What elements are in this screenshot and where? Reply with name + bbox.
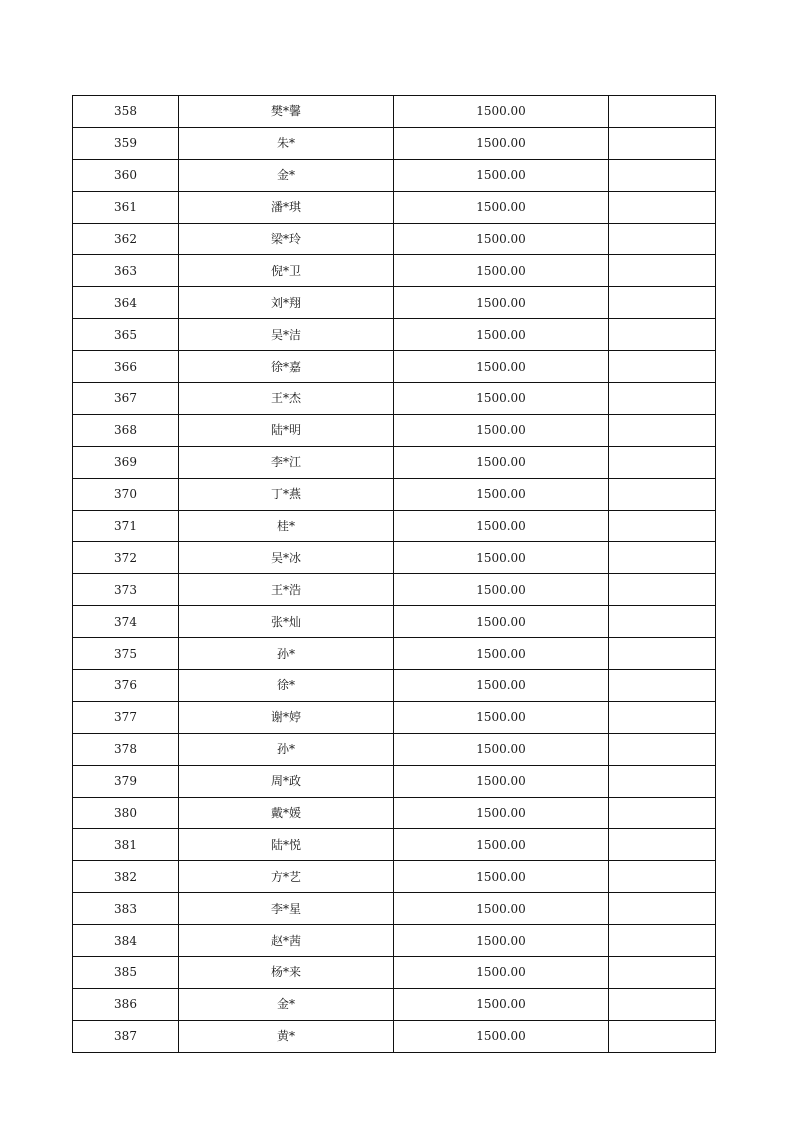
note-cell: [609, 670, 716, 702]
amount-cell: 1500.00: [394, 988, 609, 1020]
note-cell: [609, 383, 716, 415]
note-cell: [609, 574, 716, 606]
name-cell: 陆*明: [179, 414, 394, 446]
note-cell: [609, 925, 716, 957]
row-number-cell: 358: [73, 96, 179, 128]
amount-cell: 1500.00: [394, 701, 609, 733]
row-number-cell: 359: [73, 127, 179, 159]
row-number-cell: 367: [73, 383, 179, 415]
table-row: [73, 797, 716, 829]
row-number-cell: 362: [73, 223, 179, 255]
name-cell: 吴*洁: [179, 319, 394, 351]
row-number-cell: 384: [73, 925, 179, 957]
table-row: [73, 383, 716, 415]
table-row: [73, 542, 716, 574]
row-number-cell: 382: [73, 861, 179, 893]
row-number-cell: 368: [73, 414, 179, 446]
name-cell: 丁*燕: [179, 478, 394, 510]
row-number-cell: 365: [73, 319, 179, 351]
table-row: [73, 861, 716, 893]
table-row: [73, 255, 716, 287]
row-number-cell: 380: [73, 797, 179, 829]
row-number-cell: 366: [73, 351, 179, 383]
note-cell: [609, 351, 716, 383]
name-cell: 周*政: [179, 765, 394, 797]
name-cell: 倪*卫: [179, 255, 394, 287]
row-number-cell: 383: [73, 893, 179, 925]
table-row: [73, 414, 716, 446]
amount-cell: 1500.00: [394, 638, 609, 670]
name-cell: 金*: [179, 159, 394, 191]
note-cell: [609, 414, 716, 446]
name-cell: 张*灿: [179, 606, 394, 638]
table-row: [73, 159, 716, 191]
amount-cell: 1500.00: [394, 733, 609, 765]
table-row: [73, 606, 716, 638]
amount-cell: 1500.00: [394, 127, 609, 159]
amount-cell: 1500.00: [394, 383, 609, 415]
name-cell: 杨*来: [179, 957, 394, 989]
row-number-cell: 363: [73, 255, 179, 287]
name-cell: 陆*悦: [179, 829, 394, 861]
amount-cell: 1500.00: [394, 351, 609, 383]
table-row: [73, 1020, 716, 1052]
row-number-cell: 370: [73, 478, 179, 510]
note-cell: [609, 829, 716, 861]
amount-cell: 1500.00: [394, 925, 609, 957]
amount-cell: 1500.00: [394, 829, 609, 861]
table-row: [73, 223, 716, 255]
table-row: [73, 829, 716, 861]
table-row: [73, 96, 716, 128]
amount-cell: 1500.00: [394, 1020, 609, 1052]
amount-cell: 1500.00: [394, 96, 609, 128]
table-row: [73, 446, 716, 478]
name-cell: 桂*: [179, 510, 394, 542]
table-row: [73, 191, 716, 223]
note-cell: [609, 957, 716, 989]
amount-cell: 1500.00: [394, 957, 609, 989]
row-number-cell: 379: [73, 765, 179, 797]
name-cell: 潘*琪: [179, 191, 394, 223]
amount-cell: 1500.00: [394, 446, 609, 478]
table-row: [73, 638, 716, 670]
note-cell: [609, 765, 716, 797]
subsidy-table: [72, 95, 716, 1053]
amount-cell: 1500.00: [394, 574, 609, 606]
row-number-cell: 375: [73, 638, 179, 670]
table-row: [73, 765, 716, 797]
row-number-cell: 377: [73, 701, 179, 733]
name-cell: 梁*玲: [179, 223, 394, 255]
row-number-cell: 378: [73, 733, 179, 765]
note-cell: [609, 223, 716, 255]
table-row: [73, 510, 716, 542]
row-number-cell: 387: [73, 1020, 179, 1052]
note-cell: [609, 478, 716, 510]
note-cell: [609, 988, 716, 1020]
row-number-cell: 361: [73, 191, 179, 223]
name-cell: 方*艺: [179, 861, 394, 893]
note-cell: [609, 542, 716, 574]
table-row: [73, 925, 716, 957]
note-cell: [609, 1020, 716, 1052]
document-page: [72, 95, 716, 1053]
table-row: [73, 351, 716, 383]
note-cell: [609, 638, 716, 670]
note-cell: [609, 255, 716, 287]
name-cell: 刘*翔: [179, 287, 394, 319]
note-cell: [609, 510, 716, 542]
note-cell: [609, 446, 716, 478]
amount-cell: 1500.00: [394, 478, 609, 510]
table-row: [73, 670, 716, 702]
note-cell: [609, 191, 716, 223]
table-row: [73, 574, 716, 606]
name-cell: 吴*冰: [179, 542, 394, 574]
note-cell: [609, 701, 716, 733]
amount-cell: 1500.00: [394, 893, 609, 925]
amount-cell: 1500.00: [394, 510, 609, 542]
note-cell: [609, 127, 716, 159]
table-row: [73, 127, 716, 159]
name-cell: 谢*婷: [179, 701, 394, 733]
row-number-cell: 372: [73, 542, 179, 574]
note-cell: [609, 861, 716, 893]
row-number-cell: 385: [73, 957, 179, 989]
name-cell: 孙*: [179, 733, 394, 765]
name-cell: 徐*嘉: [179, 351, 394, 383]
amount-cell: 1500.00: [394, 542, 609, 574]
amount-cell: 1500.00: [394, 797, 609, 829]
name-cell: 王*杰: [179, 383, 394, 415]
amount-cell: 1500.00: [394, 287, 609, 319]
note-cell: [609, 797, 716, 829]
name-cell: 戴*媛: [179, 797, 394, 829]
table-body: [73, 96, 716, 1053]
row-number-cell: 369: [73, 446, 179, 478]
amount-cell: 1500.00: [394, 606, 609, 638]
amount-cell: 1500.00: [394, 861, 609, 893]
amount-cell: 1500.00: [394, 765, 609, 797]
note-cell: [609, 606, 716, 638]
name-cell: 金*: [179, 988, 394, 1020]
row-number-cell: 374: [73, 606, 179, 638]
row-number-cell: 371: [73, 510, 179, 542]
table-row: [73, 957, 716, 989]
amount-cell: 1500.00: [394, 319, 609, 351]
note-cell: [609, 287, 716, 319]
note-cell: [609, 893, 716, 925]
row-number-cell: 376: [73, 670, 179, 702]
amount-cell: 1500.00: [394, 255, 609, 287]
note-cell: [609, 733, 716, 765]
table-row: [73, 988, 716, 1020]
row-number-cell: 364: [73, 287, 179, 319]
note-cell: [609, 159, 716, 191]
name-cell: 李*江: [179, 446, 394, 478]
table-row: [73, 319, 716, 351]
table-row: [73, 701, 716, 733]
name-cell: 赵*茜: [179, 925, 394, 957]
row-number-cell: 386: [73, 988, 179, 1020]
amount-cell: 1500.00: [394, 223, 609, 255]
amount-cell: 1500.00: [394, 414, 609, 446]
amount-cell: 1500.00: [394, 670, 609, 702]
note-cell: [609, 96, 716, 128]
name-cell: 朱*: [179, 127, 394, 159]
table-row: [73, 733, 716, 765]
row-number-cell: 373: [73, 574, 179, 606]
table-row: [73, 893, 716, 925]
name-cell: 黄*: [179, 1020, 394, 1052]
name-cell: 王*浩: [179, 574, 394, 606]
amount-cell: 1500.00: [394, 159, 609, 191]
amount-cell: 1500.00: [394, 191, 609, 223]
name-cell: 徐*: [179, 670, 394, 702]
name-cell: 李*星: [179, 893, 394, 925]
table-row: [73, 478, 716, 510]
row-number-cell: 381: [73, 829, 179, 861]
table-row: [73, 287, 716, 319]
name-cell: 孙*: [179, 638, 394, 670]
note-cell: [609, 319, 716, 351]
row-number-cell: 360: [73, 159, 179, 191]
name-cell: 樊*馨: [179, 96, 394, 128]
